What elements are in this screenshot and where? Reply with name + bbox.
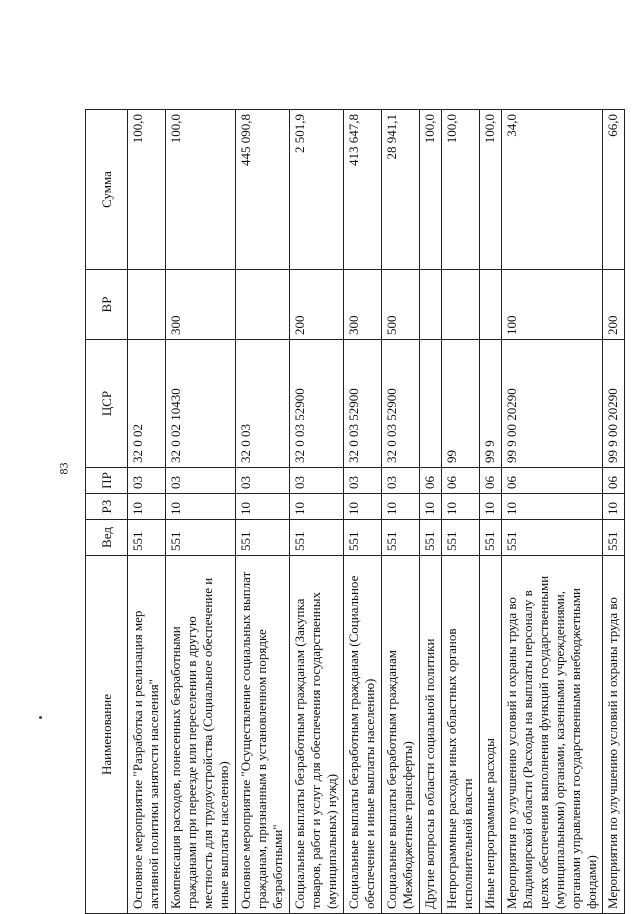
row-vr <box>480 270 502 340</box>
table-row <box>382 110 420 914</box>
row-ved: 551 <box>290 520 344 556</box>
row-csr: 99 9 00 20290 <box>502 340 603 468</box>
row-name: Компенсация расходов, понесенных безработными гражданами при переезде или переселении в другую местность для трудоустройства (Социальное обеспечение и иные выплаты населению) <box>166 556 236 914</box>
row-rz: 10 <box>480 494 502 520</box>
row-name: Мероприятия по улучшению условий и охраны труда во Владимирской области (Расходы на выплаты персоналу в целях обеспечения выполнения функций государственными (муниципальными) органами, казенными учреждениями, органами управления государственными внебюджетными фондами) <box>502 556 603 914</box>
row-name: Иные непрограммные расходы <box>480 556 502 914</box>
header-sum: Сумма <box>86 110 128 270</box>
budget-table-rotated <box>85 110 620 914</box>
row-sum: 100,0 <box>442 110 480 270</box>
row-csr: 32 0 03 52900 <box>382 340 420 468</box>
row-csr: 32 0 02 <box>128 340 166 468</box>
row-sum: 34,0 <box>502 110 603 270</box>
table-body <box>128 110 625 914</box>
row-pr: 06 <box>420 468 442 494</box>
row-name: Социальные выплаты безработным гражданам (Закупка товаров, работ и услуг для обеспечения государственных (муниципальных) нужд) <box>290 556 344 914</box>
table-header-row <box>86 110 128 914</box>
row-rz: 10 <box>420 494 442 520</box>
row-pr: 03 <box>166 468 236 494</box>
table-row <box>442 110 480 914</box>
row-pr: 03 <box>236 468 290 494</box>
row-csr: 32 0 03 <box>236 340 290 468</box>
header-rz: РЗ <box>86 494 128 520</box>
table-row <box>344 110 382 914</box>
row-csr: 99 9 <box>480 340 502 468</box>
row-rz: 10 <box>442 494 480 520</box>
row-name: Основное мероприятие "Осуществление социальных выплат гражданам, признанным в установленном порядке безработными" <box>236 556 290 914</box>
header-ved: Вед <box>86 520 128 556</box>
row-ved: 551 <box>344 520 382 556</box>
budget-table <box>85 109 625 914</box>
header-name: Наименование <box>86 556 128 914</box>
row-sum: 2 501,9 <box>290 110 344 270</box>
row-pr: 06 <box>442 468 480 494</box>
row-pr: 06 <box>480 468 502 494</box>
row-ved: 551 <box>502 520 603 556</box>
row-sum: 28 941,1 <box>382 110 420 270</box>
row-ved: 551 <box>382 520 420 556</box>
row-name: Основное мероприятие "Разработка и реализация мер активной политики занятости населения" <box>128 556 166 914</box>
row-csr: 99 9 00 20290 <box>603 340 625 468</box>
header-vr: ВР <box>86 270 128 340</box>
row-rz: 10 <box>603 494 625 520</box>
row-csr: 32 0 03 52900 <box>344 340 382 468</box>
row-pr: 03 <box>344 468 382 494</box>
row-csr: 99 <box>442 340 480 468</box>
row-pr: 06 <box>502 468 603 494</box>
row-rz: 10 <box>128 494 166 520</box>
row-name: Мероприятия по улучшению условий и охраны труда во <box>603 556 625 914</box>
row-csr <box>420 340 442 468</box>
table-row <box>420 110 442 914</box>
row-sum: 100,0 <box>420 110 442 270</box>
row-vr: 300 <box>344 270 382 340</box>
page-number: 83 <box>56 462 71 475</box>
table-row <box>290 110 344 914</box>
row-ved: 551 <box>236 520 290 556</box>
row-pr: 03 <box>382 468 420 494</box>
row-ved: 551 <box>480 520 502 556</box>
row-vr: 200 <box>603 270 625 340</box>
table-row <box>480 110 502 914</box>
row-sum: 66,0 <box>603 110 625 270</box>
header-csr: ЦСР <box>86 340 128 468</box>
row-ved: 551 <box>420 520 442 556</box>
table-row <box>128 110 166 914</box>
row-name: Социальные выплаты безработным гражданам (Социальное обеспечение и иные выплаты населению) <box>344 556 382 914</box>
row-pr: 06 <box>603 468 625 494</box>
row-csr: 32 0 03 52900 <box>290 340 344 468</box>
row-rz: 10 <box>382 494 420 520</box>
row-ved: 551 <box>128 520 166 556</box>
table-row <box>236 110 290 914</box>
row-pr: 03 <box>128 468 166 494</box>
row-ved: 551 <box>442 520 480 556</box>
header-pr: ПР <box>86 468 128 494</box>
row-csr: 32 0 02 10430 <box>166 340 236 468</box>
row-rz: 10 <box>290 494 344 520</box>
table-row <box>603 110 625 914</box>
row-ved: 551 <box>603 520 625 556</box>
row-vr <box>420 270 442 340</box>
row-sum: 413 647,8 <box>344 110 382 270</box>
row-rz: 10 <box>166 494 236 520</box>
row-pr: 03 <box>290 468 344 494</box>
row-sum: 100,0 <box>480 110 502 270</box>
row-name: Непрограммные расходы иных областных органов исполнительной власти <box>442 556 480 914</box>
row-vr <box>128 270 166 340</box>
row-vr: 200 <box>290 270 344 340</box>
row-vr: 300 <box>166 270 236 340</box>
row-vr: 100 <box>502 270 603 340</box>
scan-speck <box>39 716 42 719</box>
row-vr <box>442 270 480 340</box>
row-vr <box>236 270 290 340</box>
table-row <box>166 110 236 914</box>
row-sum: 100,0 <box>166 110 236 270</box>
row-rz: 10 <box>502 494 603 520</box>
row-rz: 10 <box>236 494 290 520</box>
row-vr: 500 <box>382 270 420 340</box>
row-rz: 10 <box>344 494 382 520</box>
row-name: Другие вопросы в области социальной политики <box>420 556 442 914</box>
row-ved: 551 <box>166 520 236 556</box>
table-row <box>502 110 603 914</box>
row-sum: 445 090,8 <box>236 110 290 270</box>
row-sum: 100,0 <box>128 110 166 270</box>
row-name: Социальные выплаты безработным гражданам (Межбюджетные трансферты) <box>382 556 420 914</box>
